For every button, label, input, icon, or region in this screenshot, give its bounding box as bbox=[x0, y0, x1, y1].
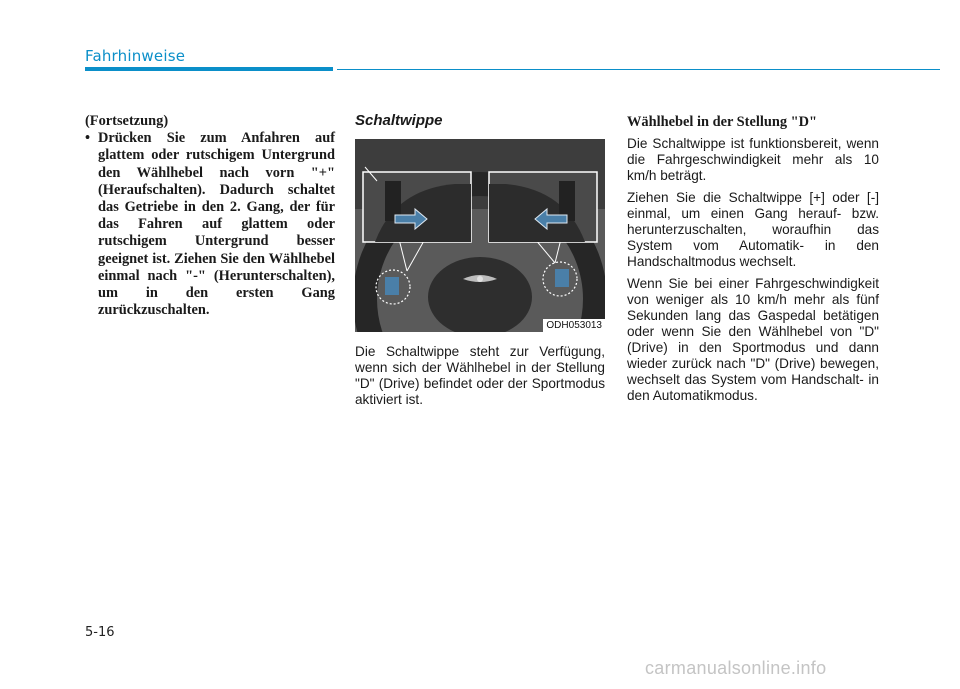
paragraph: Die Schaltwippe ist funktionsbereit, wenn die Fahrgeschwindigkeit mehr als 10 km/h beträgt. bbox=[627, 136, 879, 183]
section-title: Fahrhinweise bbox=[85, 47, 186, 65]
column-right bbox=[627, 114, 879, 410]
steering-wheel-illustration bbox=[355, 139, 605, 332]
column-left bbox=[85, 113, 335, 319]
bullet-item bbox=[85, 130, 335, 319]
schaltwippe-paragraph: Die Schaltwippe steht zur Verfügung, wenn sich der Wählhebel in der Stellung "D" (Drive) befindet oder der Sportmodus aktiviert ist. bbox=[355, 344, 605, 407]
paragraph: Wenn Sie bei einer Fahrgeschwindigkeit von weniger als 10 km/h mehr als fünf Sekunden lang das Gaspedal betätigen oder wenn Sie den Wählhebel von "D" (Drive) in den Sportmodus und dann wieder zurück nach "D" (Drive) bewegen, wechselt das System vom Handschalt- in den Automatikmodus. bbox=[627, 276, 879, 403]
continued-label: (Fortsetzung) bbox=[85, 113, 169, 129]
heading-schaltwippe: Schaltwippe bbox=[355, 112, 443, 129]
image-caption: ODH053013 bbox=[543, 319, 605, 332]
bullet-text: Drücken Sie zum Anfahren auf glattem oder rutschigem Untergrund den Wählhebel nach vorn "+" (Heraufschalten). Dadurch schaltet das Getriebe in den 2. Gang, der für das Fahren auf glattem oder rutschigem Untergrund besser geeignet ist. Ziehen Sie den Wählhebel einmal nach "-" (Herunterschalten), um in den ersten Gang zurückzuschalten. bbox=[98, 130, 335, 319]
header-rule-thin bbox=[337, 69, 940, 70]
bullet-dot: • bbox=[85, 130, 91, 147]
watermark: carmanualsonline.info bbox=[645, 658, 827, 678]
page-number: 5-16 bbox=[85, 625, 115, 640]
steering-wheel-photo bbox=[355, 139, 605, 332]
column-middle bbox=[355, 112, 605, 408]
header-rule-thick bbox=[85, 67, 333, 71]
heading-waehlhebel-d: Wählhebel in der Stellung "D" bbox=[627, 114, 818, 130]
paragraph: Ziehen Sie die Schaltwippe [+] oder [-] einmal, um einen Gang herauf- bzw. herunterzuschalten, woraufhin das System vom Automatik- in den Handschaltmodus wechselt. bbox=[627, 190, 879, 269]
